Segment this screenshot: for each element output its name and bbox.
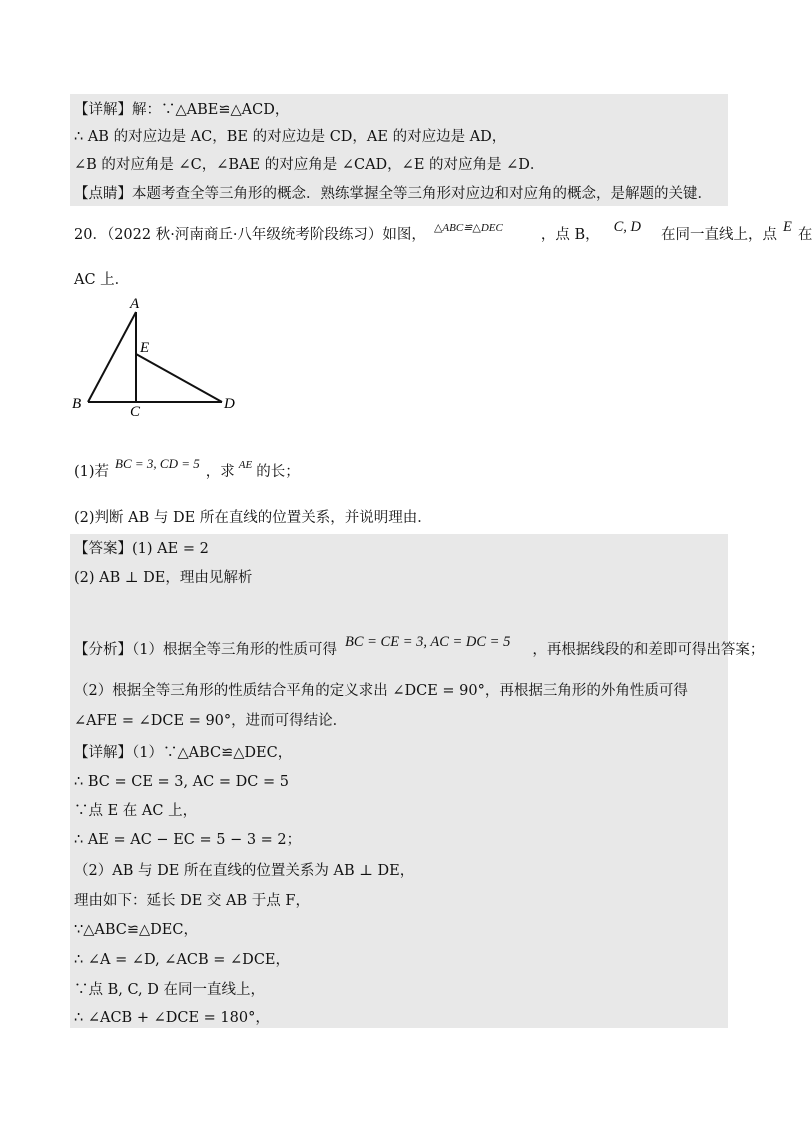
detail-3: ∵点 E 在 AC 上，	[74, 803, 198, 819]
q1-mid: ，求	[205, 464, 235, 480]
problem-text-points: ，点 B，	[540, 227, 600, 243]
segment-ab	[88, 312, 136, 402]
analysis-1-suffix: ，再根据线段的和差即可得出答案；	[532, 642, 765, 658]
analysis-3: ∠AFE = ∠DCE = 90°，进而可得结论．	[74, 713, 348, 729]
triangle-figure	[60, 290, 260, 420]
detail-2: ∴ BC = CE = 3, AC = DC = 5	[74, 774, 289, 790]
q1-suffix: 的长；	[256, 464, 300, 480]
problem-text-on: 在	[797, 227, 812, 243]
comment-line: 【点睛】本题考查全等三角形的概念．熟练掌握全等三角形对应边和对应角的概念，是解题的关键．	[74, 186, 712, 202]
label-b: B	[72, 396, 82, 412]
corresponding-angles-line: ∠B 的对应角是 ∠C，∠BAE 的对应角是 ∠CAD，∠E 的对应角是 ∠D．	[74, 157, 545, 173]
q1-ae: AE	[238, 459, 253, 471]
analysis-1-formula: BC = CE = 3, AC = DC = 5	[344, 634, 511, 650]
detail-5: （2）AB 与 DE 所在直线的位置关系为 AB ⊥ DE，	[74, 863, 415, 879]
congruence-expression: △ABC≌△DEC	[433, 222, 503, 234]
analysis-1	[74, 634, 765, 660]
problem-intro: 20．（2022 秋·河南商丘·八年级统考阶段练习）如图，	[74, 227, 426, 243]
detail-7: ∵△ABC≌△DEC，	[74, 922, 198, 938]
label-e: E	[140, 340, 150, 356]
segment-ed	[136, 354, 222, 402]
problem-20-line2: AC 上．	[74, 272, 130, 288]
detail-4: ∴ AE = AC − EC = 5 − 3 = 2；	[74, 832, 302, 848]
points-cd: C, D	[613, 219, 642, 235]
answer-1: 【答案】(1) AE = 2	[74, 541, 209, 557]
problem-text-line: 在同一直线上，点	[661, 227, 778, 243]
corresponding-sides-line: ∴ AB 的对应边是 AC，BE 的对应边是 CD，AE 的对应边是 AD，	[74, 129, 507, 145]
detail-1: 【详解】（1）∵△ABC≌△DEC，	[74, 745, 293, 761]
detail-10: ∴ ∠ACB + ∠DCE = 180°，	[74, 1010, 270, 1026]
analysis-1-prefix: 【分析】（1）根据全等三角形的性质可得	[74, 642, 337, 658]
label-d: D	[224, 396, 235, 412]
detail-9: ∵点 B, C, D 在同一直线上，	[74, 982, 266, 998]
analysis-2: （2）根据全等三角形的性质结合平角的定义求出 ∠DCE = 90°，再根据三角形的外角性质可得	[74, 683, 688, 699]
question-2: (2)判断 AB 与 DE 所在直线的位置关系，并说明理由．	[74, 510, 432, 526]
label-a: A	[130, 296, 140, 312]
answer-2: (2) AB ⊥ DE，理由见解析	[74, 570, 253, 586]
point-e: E	[783, 219, 792, 235]
detail-8: ∴ ∠A = ∠D, ∠ACB = ∠DCE，	[74, 952, 290, 968]
detail-6: 理由如下：延长 DE 交 AB 于点 F，	[74, 893, 310, 909]
question-1	[74, 456, 300, 483]
q1-condition: BC = 3, CD = 5	[115, 456, 200, 471]
q1-prefix: (1)若	[74, 464, 110, 480]
problem-20-statement	[74, 219, 812, 246]
label-c: C	[130, 404, 141, 420]
detail-heading-line: 【详解】解：∵△ABE≌△ACD，	[74, 102, 290, 118]
